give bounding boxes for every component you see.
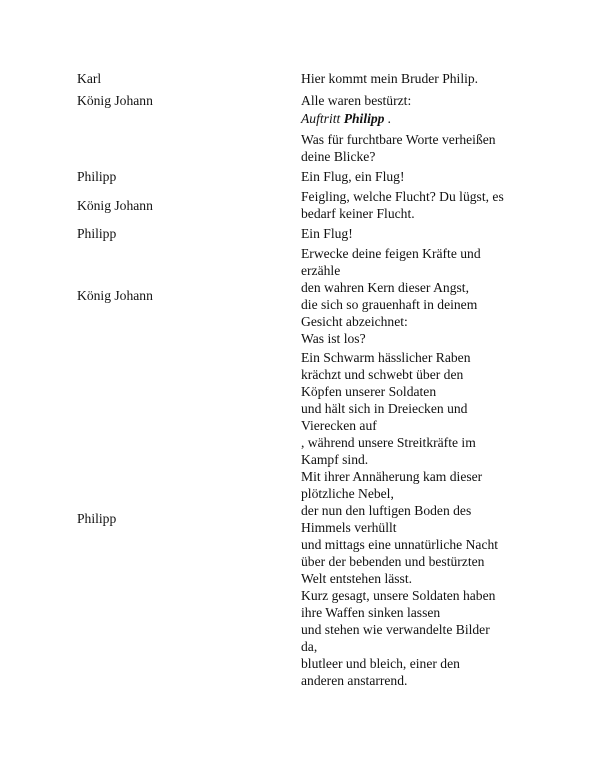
dialogue-line: blutleer und bleich, einer den — [301, 656, 460, 671]
dialogue-line: Himmels verhüllt — [301, 520, 397, 535]
dialogue-line: Ein Flug! — [301, 226, 353, 241]
dialogue-line: bedarf keiner Flucht. — [301, 206, 415, 221]
stage-direction-character: Philipp — [343, 111, 385, 126]
speaker-name: Philipp — [77, 511, 117, 526]
dialogue-text — [301, 70, 531, 87]
dialogue-line: und stehen wie verwandelte Bilder — [301, 622, 490, 637]
dialogue-line: Kampf sind. — [301, 452, 369, 467]
stage-direction — [301, 110, 531, 127]
dialogue-line: erzähle — [301, 263, 341, 278]
dialogue-line: Mit ihrer Annäherung kam dieser — [301, 469, 483, 484]
dialogue-line: Gesicht abzeichnet: — [301, 314, 408, 329]
dialogue-text — [301, 131, 531, 165]
dialogue-line: Ein Schwarm hässlicher Raben — [301, 350, 471, 365]
dialogue-text — [301, 188, 531, 222]
dialogue-line: Was für furchtbare Worte verheißen — [301, 132, 496, 147]
dialogue-line: Ein Flug, ein Flug! — [301, 169, 405, 184]
speaker-name: König Johann — [77, 93, 153, 108]
dialogue-text — [301, 225, 531, 242]
speaker-name: Philipp — [77, 226, 117, 241]
dialogue-line: Feigling, welche Flucht? Du lügst, es — [301, 189, 504, 204]
dialogue-line: Kurz gesagt, unsere Soldaten haben — [301, 588, 496, 603]
dialogue-line: plötzliche Nebel, — [301, 486, 394, 501]
speaker-name: Philipp — [77, 169, 117, 184]
dialogue-line: krächzt und schwebt über den — [301, 367, 464, 382]
dialogue-line: deine Blicke? — [301, 149, 376, 164]
dialogue-text — [301, 168, 531, 185]
dialogue-line: , während unsere Streitkräfte im — [301, 435, 476, 450]
dialogue-line: Hier kommt mein Bruder Philip. — [301, 71, 479, 86]
dialogue-line: über der bebenden und bestürzten — [301, 554, 485, 569]
dialogue-text — [301, 349, 531, 689]
dialogue-line: Erwecke deine feigen Kräfte und — [301, 246, 481, 261]
dialogue-line: den wahren Kern dieser Angst, — [301, 280, 469, 295]
dialogue-line: anderen anstarrend. — [301, 673, 408, 688]
dialogue-line: Köpfen unserer Soldaten — [301, 384, 437, 399]
dialogue-line: die sich so grauenhaft in deinem — [301, 297, 478, 312]
dialogue-line: und mittags eine unnatürliche Nacht — [301, 537, 499, 552]
dialogue-line: da, — [301, 639, 318, 654]
dialogue-line: Welt entstehen lässt. — [301, 571, 413, 586]
speaker-name: König Johann — [77, 288, 153, 303]
dialogue-line: Vierecken auf — [301, 418, 377, 433]
stage-direction-suffix: . — [384, 111, 392, 126]
speaker-name: Karl — [77, 71, 102, 86]
dialogue-line: Was ist los? — [301, 331, 366, 346]
dialogue-line: ihre Waffen sinken lassen — [301, 605, 441, 620]
dialogue-line: Alle waren bestürzt: — [301, 93, 412, 108]
dialogue-text — [301, 245, 531, 347]
dialogue-text — [301, 92, 531, 109]
stage-direction-prefix: Auftritt — [301, 111, 341, 126]
dialogue-line: der nun den luftigen Boden des — [301, 503, 472, 518]
dialogue-line: und hält sich in Dreiecken und — [301, 401, 468, 416]
speaker-name: König Johann — [77, 198, 153, 213]
